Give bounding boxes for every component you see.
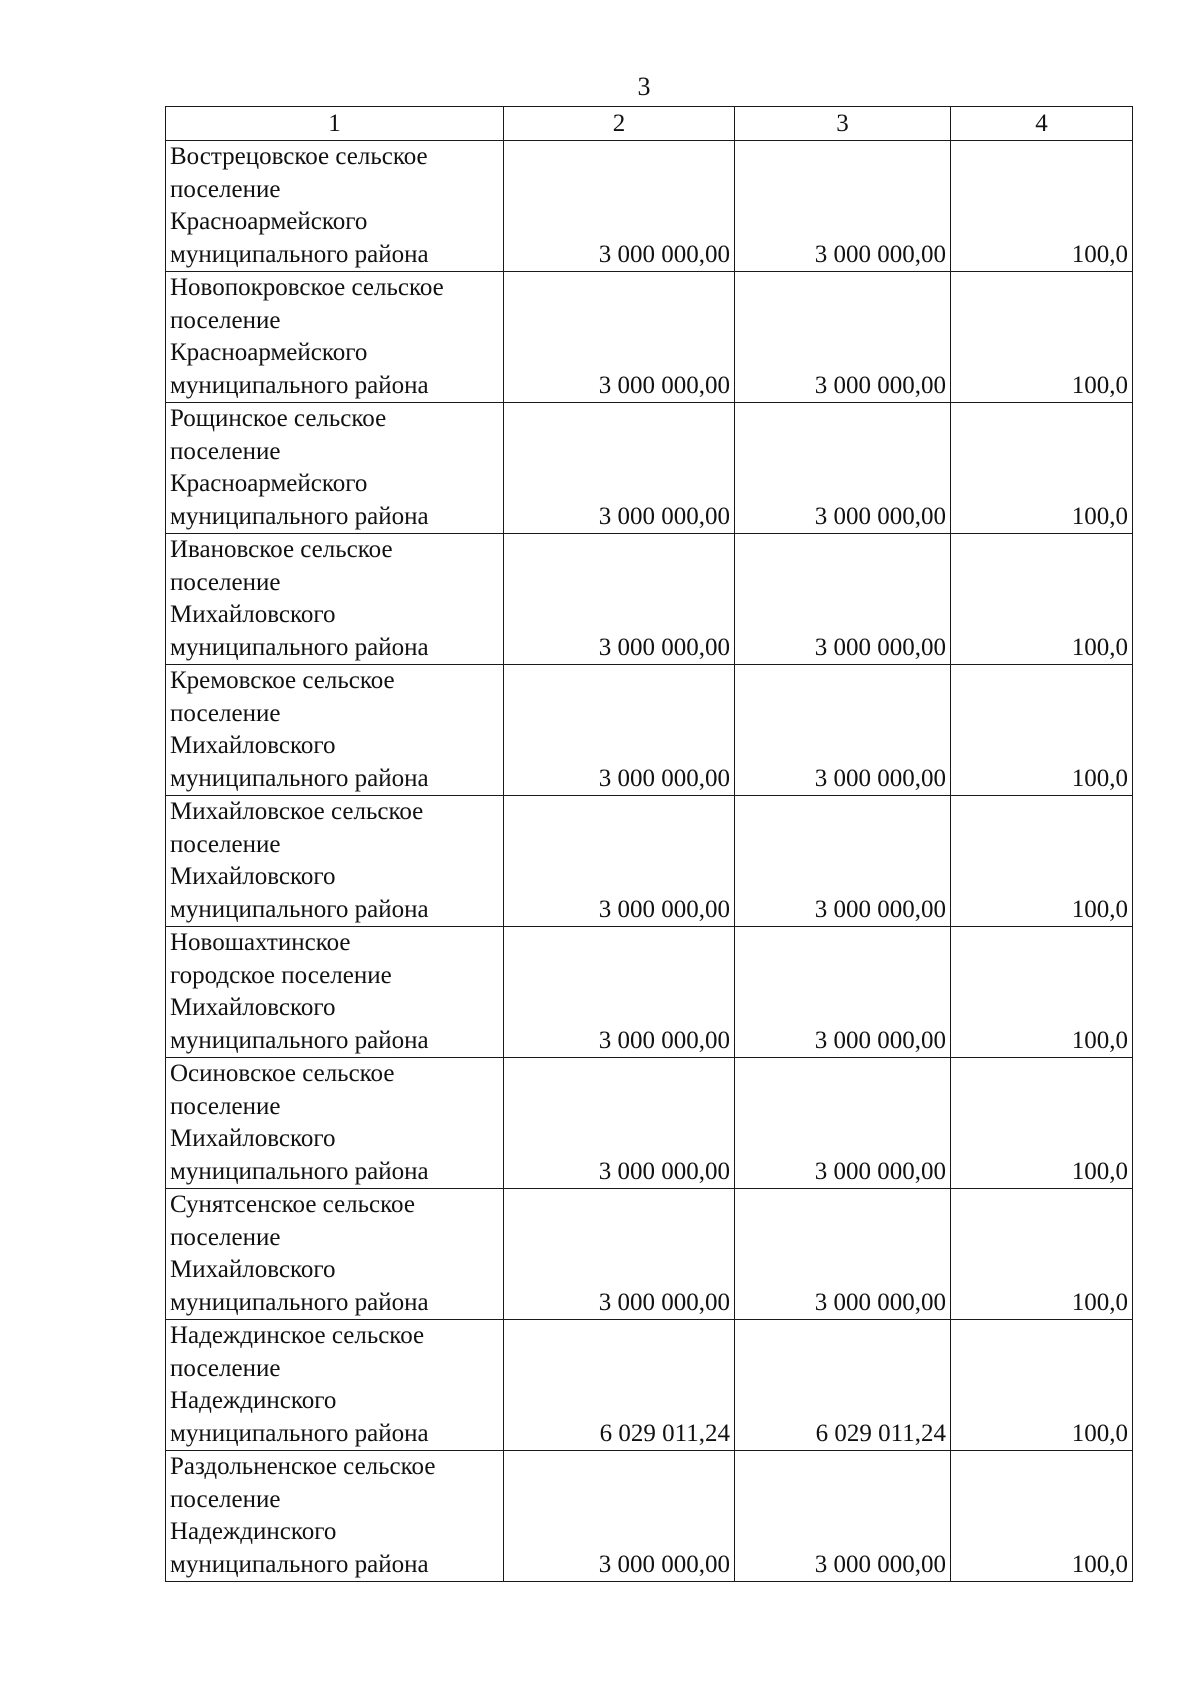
settlement-name-line: Красноармейского: [170, 208, 368, 235]
col3-value-cell: 3 000 000,00: [735, 272, 951, 403]
settlement-name-line: Ивановское сельское: [170, 536, 393, 563]
table-row: [166, 927, 1133, 1058]
table-row: [166, 665, 1133, 796]
col4-value-cell: 100,0: [951, 1320, 1133, 1451]
settlement-name-line: Михайловского: [170, 1125, 336, 1152]
settlement-name-line: поселение: [170, 437, 281, 465]
settlement-name-cell: [166, 927, 504, 1058]
settlement-name-line: муниципального района: [170, 1157, 429, 1185]
col3-value-cell: 3 000 000,00: [735, 1189, 951, 1320]
table-row: [166, 1189, 1133, 1320]
settlement-name-line: Кремовское сельское: [170, 667, 395, 694]
col2-value-cell: 6 029 011,24: [504, 1320, 735, 1451]
col2-value-cell: 3 000 000,00: [504, 272, 735, 403]
settlement-name-cell: [166, 272, 504, 403]
settlement-name-line: Надеждинского: [170, 1387, 337, 1414]
col3-value-cell: 3 000 000,00: [735, 927, 951, 1058]
table-row: [166, 534, 1133, 665]
table-header: [166, 107, 1133, 141]
col3-value-cell: 3 000 000,00: [735, 665, 951, 796]
col4-value-cell: 100,0: [951, 1451, 1133, 1582]
col3-value-cell: 3 000 000,00: [735, 534, 951, 665]
settlement-name-line: Михайловского: [170, 994, 336, 1021]
settlement-name-line: поселение: [170, 1354, 281, 1382]
settlement-name-line: Надеждинское сельское: [170, 1322, 425, 1349]
settlement-name-line: Сунятсенское сельское: [170, 1191, 415, 1218]
settlement-name-cell: [166, 1451, 504, 1582]
table-row: [166, 1451, 1133, 1582]
table-row: [166, 141, 1133, 272]
column-header-4: 4: [951, 107, 1133, 141]
column-header-1: 1: [166, 107, 504, 141]
settlement-name-line: Новошахтинское: [170, 929, 351, 956]
settlement-name-line: муниципального района: [170, 633, 429, 661]
col2-value-cell: 3 000 000,00: [504, 141, 735, 272]
col3-value-cell: 3 000 000,00: [735, 141, 951, 272]
settlement-name-line: муниципального района: [170, 1026, 429, 1054]
col3-value-cell: 3 000 000,00: [735, 1058, 951, 1189]
settlement-name-cell: [166, 665, 504, 796]
settlement-name-line: Осиновское сельское: [170, 1060, 395, 1087]
settlement-name-line: Красноармейского: [170, 339, 368, 366]
col4-value-cell: 100,0: [951, 534, 1133, 665]
table-row: [166, 1320, 1133, 1451]
settlement-name-cell: [166, 1058, 504, 1189]
col2-value-cell: 3 000 000,00: [504, 796, 735, 927]
settlement-name-line: поселение: [170, 175, 281, 203]
settlement-name-line: поселение: [170, 1092, 281, 1120]
settlement-name-line: поселение: [170, 699, 281, 727]
settlement-name-line: муниципального района: [170, 1288, 429, 1316]
col4-value-cell: 100,0: [951, 796, 1133, 927]
col2-value-cell: 3 000 000,00: [504, 1058, 735, 1189]
table-row: [166, 796, 1133, 927]
settlement-name-cell: [166, 796, 504, 927]
settlement-name-line: поселение: [170, 1485, 281, 1513]
column-header-3: 3: [735, 107, 951, 141]
settlement-name-line: муниципального района: [170, 371, 429, 399]
settlement-name-line: муниципального района: [170, 764, 429, 792]
table-row: [166, 272, 1133, 403]
settlement-name-line: Новопокровское сельское: [170, 274, 444, 301]
settlement-name-cell: [166, 403, 504, 534]
col2-value-cell: 3 000 000,00: [504, 665, 735, 796]
col3-value-cell: 3 000 000,00: [735, 796, 951, 927]
col4-value-cell: 100,0: [951, 1189, 1133, 1320]
settlement-name-line: муниципального района: [170, 895, 429, 923]
table-row: [166, 1058, 1133, 1189]
settlement-name-line: городское поселение: [170, 961, 392, 989]
settlement-name-line: поселение: [170, 1223, 281, 1251]
header-row: [166, 107, 1133, 141]
settlement-name-cell: [166, 1320, 504, 1451]
col3-value-cell: 3 000 000,00: [735, 1451, 951, 1582]
col3-value-cell: 6 029 011,24: [735, 1320, 951, 1451]
page-number: 3: [637, 72, 651, 101]
col4-value-cell: 100,0: [951, 403, 1133, 534]
col4-value-cell: 100,0: [951, 1058, 1133, 1189]
settlement-name-line: Михайловское сельское: [170, 798, 424, 825]
settlement-name-line: поселение: [170, 306, 281, 334]
settlement-name-cell: [166, 1189, 504, 1320]
data-table: [165, 106, 1133, 1582]
settlement-name-line: Михайловского: [170, 732, 336, 759]
col2-value-cell: 3 000 000,00: [504, 534, 735, 665]
table-row: [166, 403, 1133, 534]
col4-value-cell: 100,0: [951, 927, 1133, 1058]
col2-value-cell: 3 000 000,00: [504, 403, 735, 534]
settlement-name-line: муниципального района: [170, 1419, 429, 1447]
settlement-name-line: Красноармейского: [170, 470, 368, 497]
col3-value-cell: 3 000 000,00: [735, 403, 951, 534]
column-header-2: 2: [504, 107, 735, 141]
settlement-name-line: Рощинское сельское: [170, 405, 387, 432]
settlement-name-line: Михайловского: [170, 1256, 336, 1283]
col4-value-cell: 100,0: [951, 272, 1133, 403]
settlement-name-line: Раздольненское сельское: [170, 1453, 436, 1480]
settlement-name-line: Михайловского: [170, 601, 336, 628]
col4-value-cell: 100,0: [951, 141, 1133, 272]
settlement-name-line: муниципального района: [170, 502, 429, 530]
settlement-name-line: поселение: [170, 568, 281, 596]
col2-value-cell: 3 000 000,00: [504, 1189, 735, 1320]
table-body: [166, 141, 1133, 1582]
col2-value-cell: 3 000 000,00: [504, 927, 735, 1058]
settlement-name-line: Надеждинского: [170, 1518, 337, 1545]
settlement-name-line: муниципального района: [170, 240, 429, 268]
settlement-name-line: Михайловского: [170, 863, 336, 890]
col4-value-cell: 100,0: [951, 665, 1133, 796]
col2-value-cell: 3 000 000,00: [504, 1451, 735, 1582]
settlement-name-cell: [166, 141, 504, 272]
settlement-name-line: муниципального района: [170, 1550, 429, 1578]
settlement-name-line: поселение: [170, 830, 281, 858]
settlement-name-cell: [166, 534, 504, 665]
settlement-name-line: Вострецовское сельское: [170, 143, 428, 170]
